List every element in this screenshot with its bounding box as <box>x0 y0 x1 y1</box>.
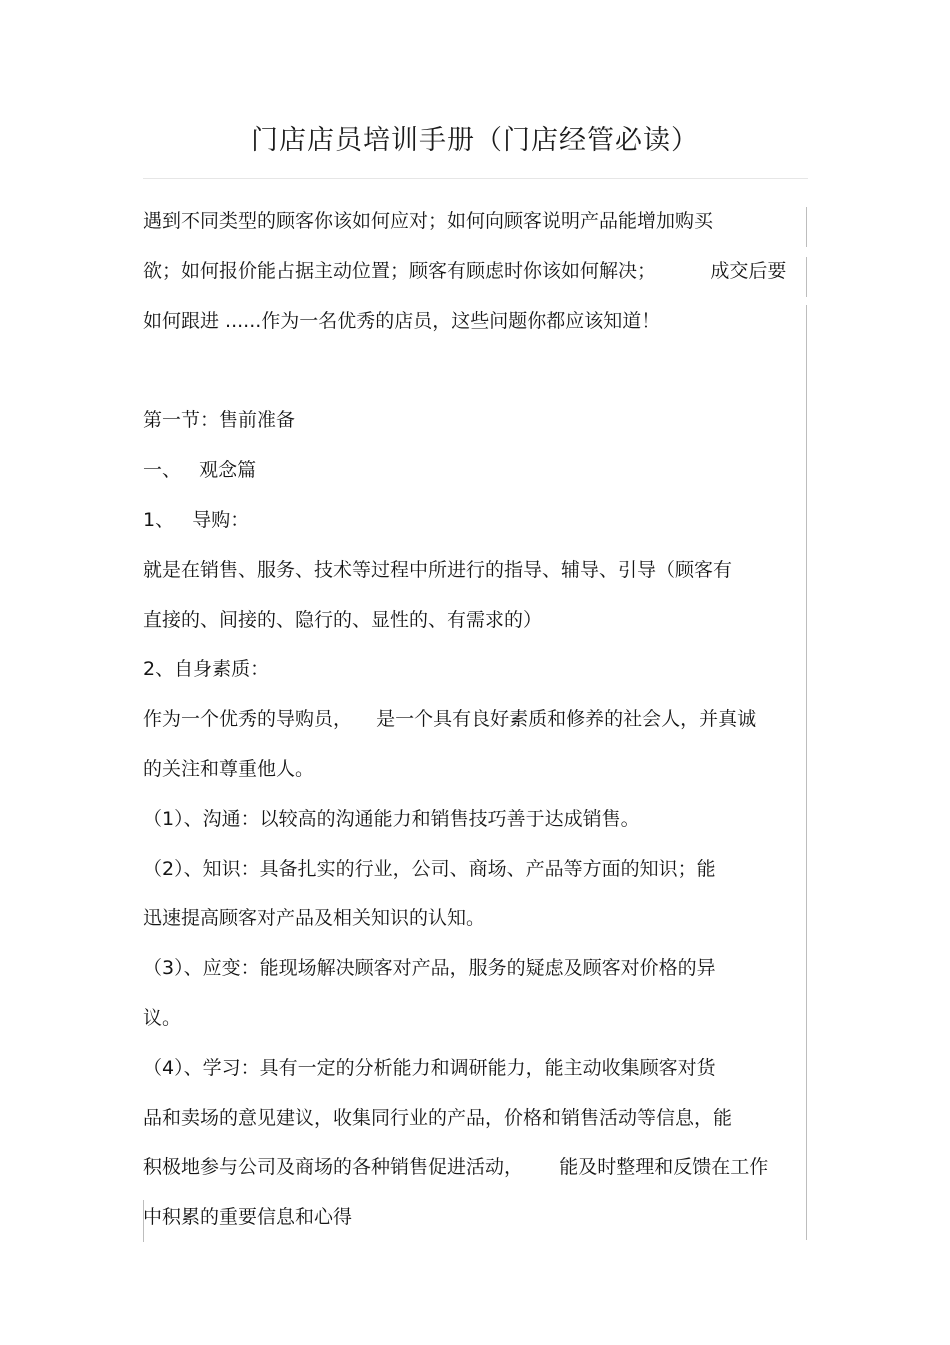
body-line: 就是在销售、服务、技术等过程中所进行的指导、辅导、引导（顾客有 <box>143 559 733 581</box>
body-line: 积极地参与公司及商场的各种销售促进活动， 能及时整理和反馈在工作 <box>143 1156 769 1178</box>
body-line: 迅速提高顾客对产品及相关知识的认知。 <box>143 907 486 929</box>
document-title: 门店店员培训手册（门店经管必读） <box>251 125 699 156</box>
body-line: 欲；如何报价能占据主动位置；顾客有顾虑时你该如何解决； 成交后要 <box>143 260 787 282</box>
list-item: （4）、学习：具有一定的分析能力和调研能力，能主动收集顾客对货 <box>143 1057 716 1079</box>
list-item: （3）、应变：能现场解决顾客对产品，服务的疑虑及顾客对价格的异 <box>143 957 716 979</box>
list-item: （2）、知识：具备扎实的行业，公司、商场、产品等方面的知识；能 <box>143 858 716 880</box>
body-line: 作为一个优秀的导购员， 是一个具有良好素质和修养的社会人，并真诚 <box>143 708 757 730</box>
body-line: 品和卖场的意见建议，收集同行业的产品，价格和销售活动等信息，能 <box>143 1107 733 1129</box>
section-heading: 第一节：售前准备 <box>143 409 296 431</box>
list-item: （1）、沟通：以较高的沟通能力和销售技巧善于达成销售。 <box>143 808 640 830</box>
margin-rule-right-2 <box>806 257 807 297</box>
body-line: 直接的、间接的、隐行的、显性的、有需求的） <box>143 609 543 631</box>
body-line: 遇到不同类型的顾客你该如何应对；如何向顾客说明产品能增加购买 <box>143 210 714 232</box>
subsection-heading: 一、 观念篇 <box>143 459 257 481</box>
body-line: 议。 <box>143 1007 182 1029</box>
body-line: 如何跟进 ......作为一名优秀的店员，这些问题你都应该知道！ <box>143 310 661 332</box>
margin-rule-right-1 <box>806 207 807 247</box>
body-line: 的关注和尊重他人。 <box>143 758 315 780</box>
item-heading: 2、自身素质： <box>143 658 270 680</box>
body-line: 中积累的重要信息和心得 <box>143 1206 353 1228</box>
item-heading: 1、 导购： <box>143 509 250 531</box>
title-divider <box>143 178 808 179</box>
margin-rule-right-3 <box>806 305 807 1240</box>
